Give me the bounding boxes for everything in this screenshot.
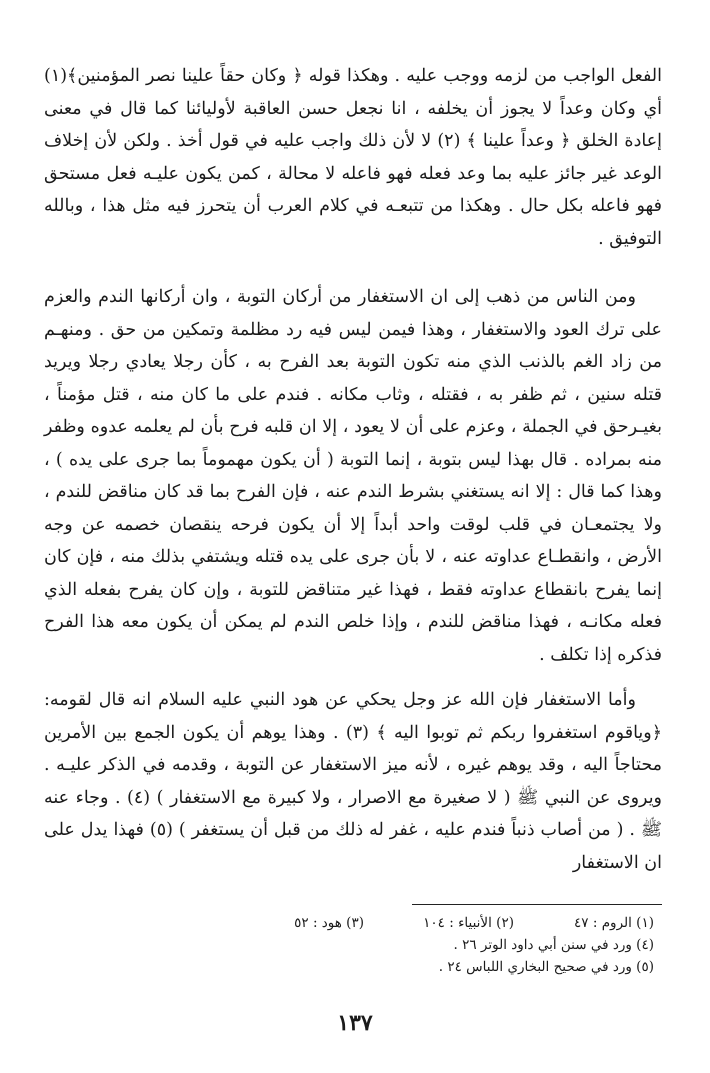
footnote-5: (٥) ورد في صحيح البخاري اللباس ٢٤ . (438, 959, 654, 975)
footnotes (60, 912, 654, 978)
footnote-4: (٤) ورد في سنن أبي داود الوتر ٢٦ . (453, 937, 654, 953)
paragraph-2: ومن الناس من ذهب إلى ان الاستغفار من أركان التوبة ، وان أركانها الندم والعزم على ترك العود والاستغفار ، وهذا فيمن ليس فيه رد مظلمة وتمكين من حق . ومنهـم من زاد الغم بالذنب الذي منه تكون التوبة بعد الفرح به ، كأن رجلا يعادي رجلا ويريد قتله سنين ، ثم ظفر به ، فقتله ، وثاب مكانه . فندم على ما كان منه ، قتل مؤمناً ، بغيـرحق في الجملة ، وعزم على أن لا يعود ، إلا ان قلبه فرح بأن لم يعلمه عدوه وظفر منه بمراده . قال بهذا ليس بتوبة ، إنما التوبة ( أن يكون مهموماً بما جرى على يده ) ، وهذا كما قال : إلا انه يستغني بشرط الندم عنه ، فإن الفرح بما قد كان مناقض للندم ، ولا يجتمعـان في قلب لوقت واحد أبداً إلا أن يكون فرحه ينقصان خصمه عن وجه الأرض ، وانقطـاع عداوته عنه ، لا بأن جرى على يده قتله ويشتفي بذلك منه ، فإن كان إنما يفرح بانقطاع عداوته فقط ، فهذا غير متناقض للتوبة ، وإن كان يفرح بفعله الذي فعله مكانـه ، فهذا مناقض للندم ، وإذا خلص الندم لم يمكن أن يكون معه هذا الفرح فذكره إذا تكلف . (44, 287, 662, 665)
page-number: ١٣٧ (337, 1010, 373, 1036)
footnote-row-1 (60, 912, 654, 934)
footnote-1: (١) الروم : ٤٧ (574, 915, 654, 931)
paragraph-3: وأما الاستغفار فإن الله عز وجل يحكي عن هود النبي عليه السلام انه قال لقومه: ﴿وياقوم استغفروا ربكم ثم توبوا اليه ﴾ (٣) . وهذا يوهم أن يكون الجمع بين الأمرين محتاجاً اليه ، وقد يوهم غيره ، لأنه ميز الاستغفار عن التوبة ، وقدمه في الذكر عليـه . ويروى عن النبي ﷺ ( لا صغيرة مع الاصرار ، ولا كبيرة مع الاستغفار ) (٤) . وجاء عنه ﷺ . ( من أصاب ذنباً فندم عليه ، غفر له ذلك من قبل أن يستغفر ) (٥) فهذا يدل على ان الاستغفار (44, 690, 663, 873)
paragraph-1: الفعل الواجب من لزمه ووجب عليه . وهكذا قوله ﴿ وكان حقاً علينا نصر المؤمنين﴾(١) أي وكان وعداً لا يجوز أن يخلفه ، انا نجعل حسن العاقبة لأوليائنا كما قال في معنى إعادة الخلق ﴿ وعداً علينا ﴾ (٢) لا لأن ذلك واجب عليه في قول أخذ . ولكن لأن إخلاف الوعد غير جائز عليه بما وعد فعله فهو فاعله لا محالة ، كمن يكون عليـه فعل مستحق فهو فاعله بكل حال . وهكذا من تتبعـه في كلام العرب أن يتحرز فيه مثل هذا ، وبالله التوفيق . (44, 66, 662, 249)
footnote-2: (٢) الأنبياء : ١٠٤ (423, 915, 514, 931)
main-text-body (44, 60, 662, 879)
footnote-3: (٣) هود : ٥٢ (294, 915, 364, 931)
footnote-separator (412, 904, 662, 905)
